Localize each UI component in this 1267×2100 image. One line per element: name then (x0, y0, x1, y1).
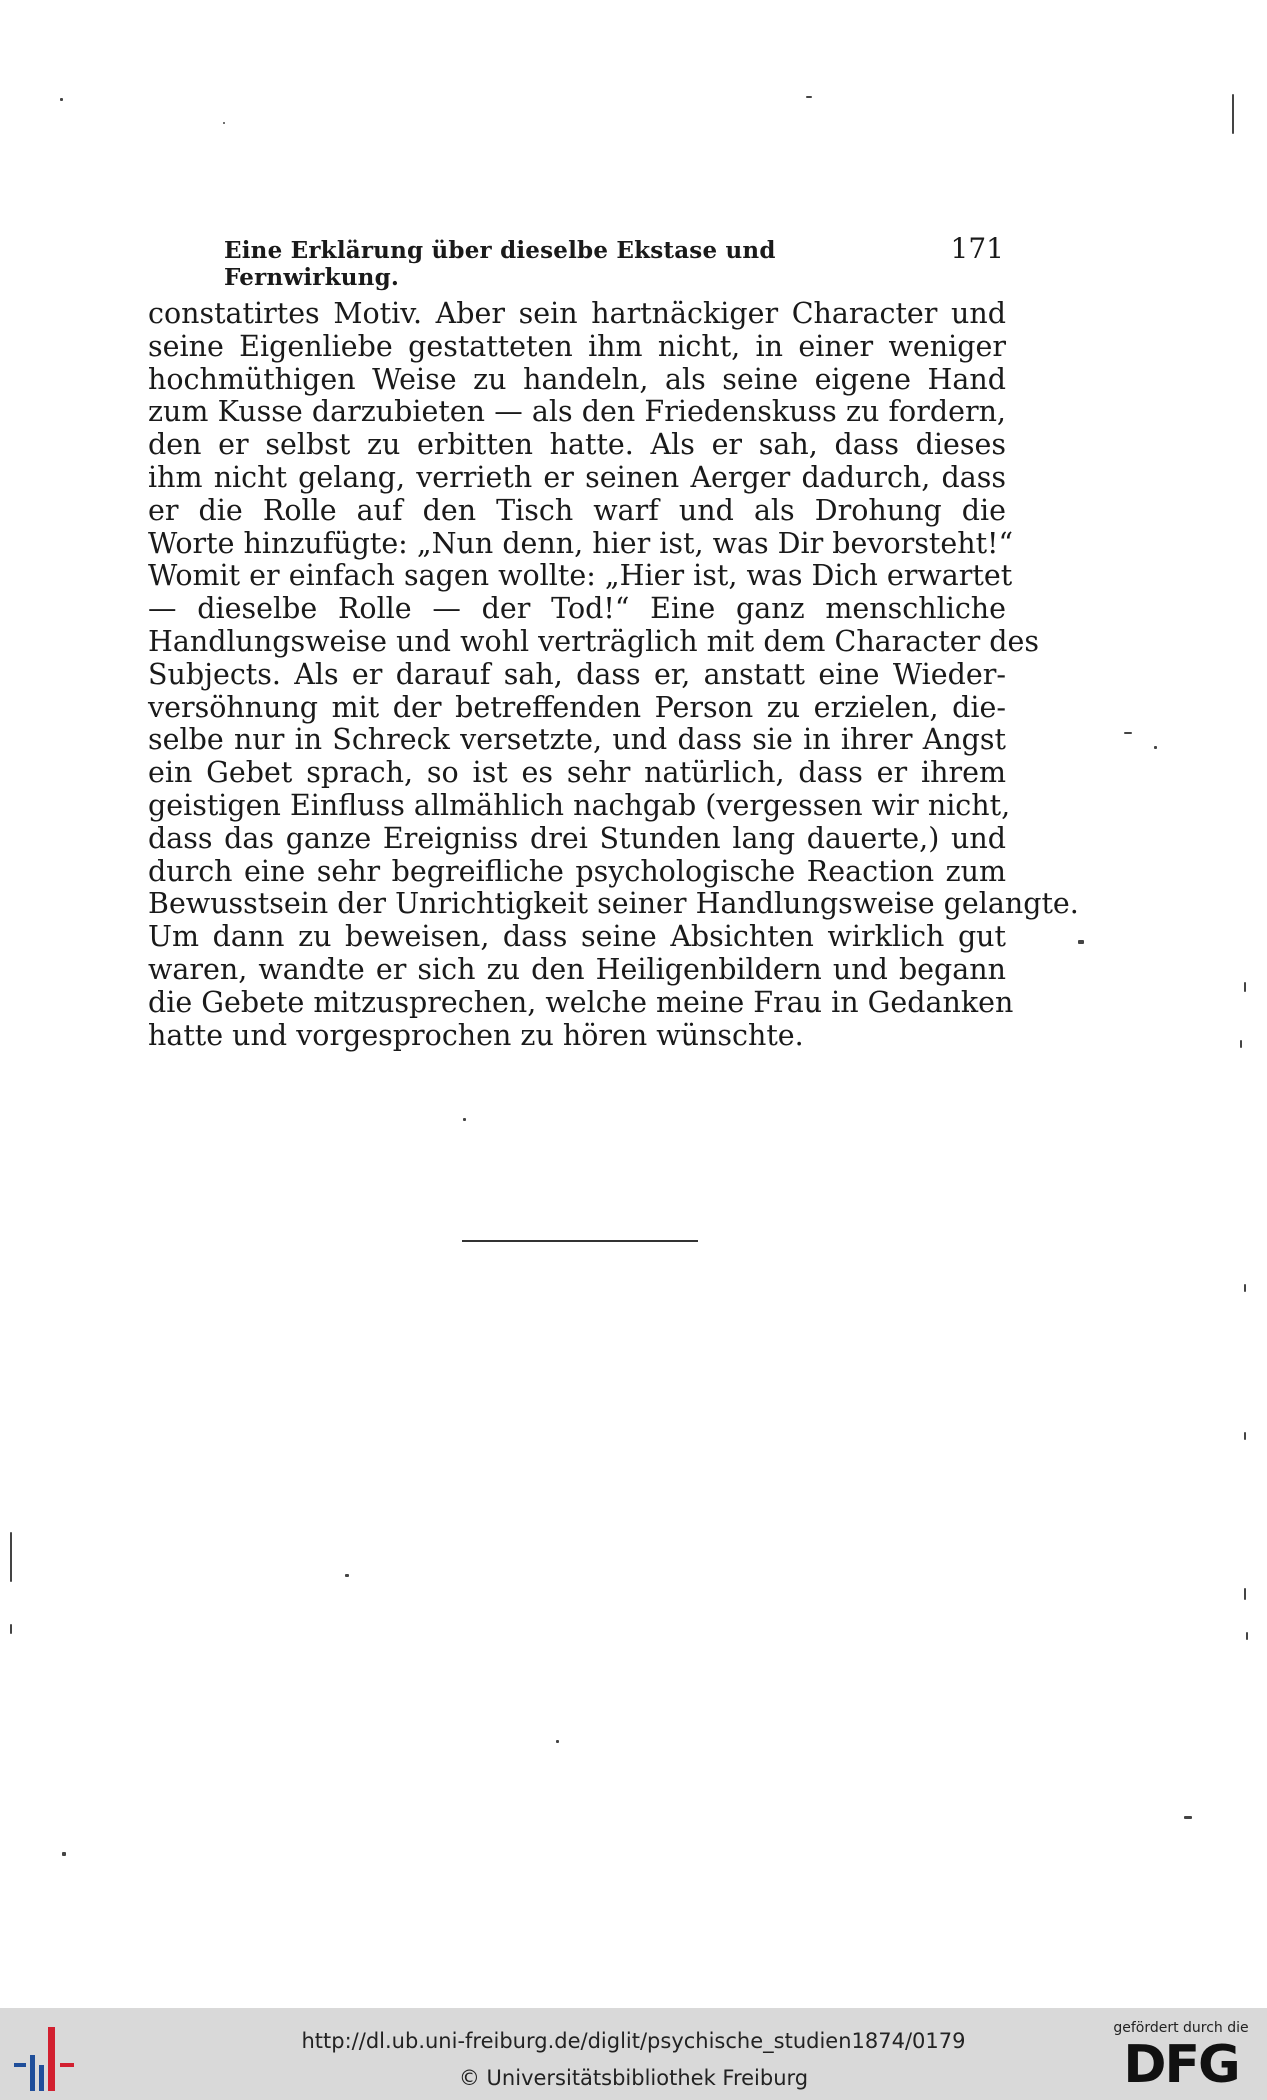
scan-speck (1244, 1284, 1246, 1292)
body-text (148, 297, 1079, 1052)
scan-speck (463, 1118, 466, 1121)
text-line: die Gebete mitzusprechen, welche meine Frau in Gedanken (148, 985, 1014, 1019)
text-line: hatte und vorgesprochen zu hören wünschte. (148, 1018, 804, 1052)
text-line: versöhnung mit der betreffenden Person zu erzielen, die- (148, 690, 1006, 724)
scan-speck (345, 1574, 349, 1577)
sponsor-note: gefördert durch die (1113, 2020, 1249, 2036)
document-url[interactable]: http://dl.ub.uni-freiburg.de/diglit/psychische_studien1874/0179 (301, 2029, 966, 2053)
scan-speck (1246, 1632, 1248, 1640)
text-line: durch eine sehr begreifliche psychologische Reaction zum (148, 854, 1006, 888)
text-line: Worte hinzufügte: „Nun denn, hier ist, was Dir bevorsteht!“ (148, 526, 1014, 560)
text-line: ihm nicht gelang, verrieth er seinen Aerger dadurch, dass (148, 460, 1006, 494)
text-line: seine Eigenliebe gestatteten ihm nicht, in einer weniger (148, 329, 1006, 363)
scan-speck (60, 98, 63, 101)
scan-speck (1154, 746, 1157, 749)
text-line: Womit er einfach sagen wollte: „Hier ist, was Dich erwartet (148, 559, 1013, 593)
end-rule (462, 1240, 698, 1242)
text-line: Handlungsweise und wohl verträglich mit dem Character des (148, 624, 1039, 658)
scan-speck (10, 1624, 12, 1634)
text-line: hochmüthigen Weise zu handeln, als seine eigene Hand (148, 362, 1006, 396)
scan-speck (223, 122, 225, 124)
scan-speck (1232, 94, 1234, 134)
scan-speck (1124, 732, 1132, 734)
text-line: zum Kusse darzubieten — als den Friedenskuss zu fordern, (148, 395, 1006, 429)
running-head (224, 232, 1004, 291)
text-line: er die Rolle auf den Tisch warf und als Drohung die (148, 493, 1006, 527)
dfg-logo: DFG (1123, 2035, 1239, 2095)
scan-speck (1184, 1816, 1192, 1819)
scan-speck (556, 1740, 559, 1743)
text-line: Bewusstsein der Unrichtigkeit seiner Handlungsweise gelangte. (148, 887, 1079, 921)
text-line: Um dann zu beweisen, dass seine Absichten wirklich gut (148, 920, 1006, 954)
text-line: selbe nur in Schreck versetzte, und dass sie in ihrer Angst (148, 723, 1006, 757)
text-line: constatirtes Motiv. Aber sein hartnäckiger Character und (148, 297, 1006, 330)
scan-speck (806, 96, 812, 98)
copyright-notice: © Universitätsbibliothek Freiburg (458, 2066, 809, 2090)
text-line: — dieselbe Rolle — der Tod!“ Eine ganz menschliche (148, 592, 1006, 626)
page-number: 171 (950, 232, 1004, 265)
text-line: dass das ganze Ereigniss drei Stunden lang dauerte,) und (148, 821, 1006, 855)
running-title: Eine Erklärung über dieselbe Ekstase und Fernwirkung. (224, 237, 776, 291)
scan-speck (1244, 1432, 1246, 1440)
scan-speck (1244, 1588, 1246, 1600)
scan-speck (10, 1532, 12, 1582)
scan-speck (1240, 1040, 1242, 1048)
scan-speck (1244, 982, 1246, 992)
text-line: waren, wandte er sich zu den Heiligenbildern und begann (148, 952, 1006, 986)
text-line: den er selbst zu erbitten hatte. Als er sah, dass dieses (148, 428, 1006, 462)
scan-speck (1078, 940, 1084, 944)
text-line: Subjects. Als er darauf sah, dass er, anstatt eine Wieder- (148, 657, 1006, 691)
scan-speck (62, 1852, 66, 1856)
text-line: ein Gebet sprach, so ist es sehr natürlich, dass er ihrem (148, 756, 1006, 790)
text-line: geistigen Einfluss allmählich nachgab (vergessen wir nicht, (148, 788, 1011, 822)
